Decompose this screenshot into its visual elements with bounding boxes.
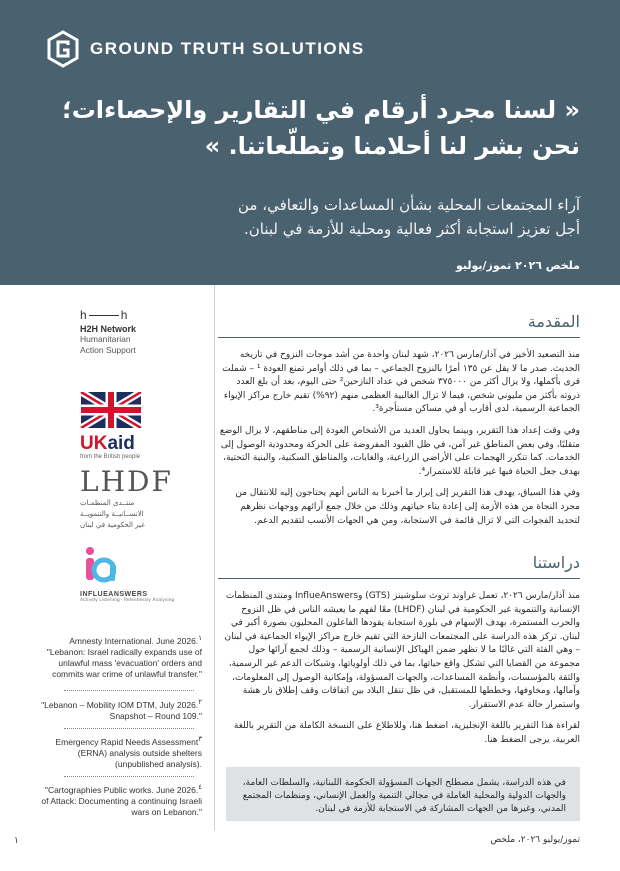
footnote-divider [64,690,194,691]
ukaid-wordmark [80,434,142,454]
footnote-text: "Lebanon – Mobility IOM DTM, July 2026.$^٢$ Snapshot – Round 109." [41,698,202,721]
footnote-text: Amnesty International. June 2026.$^١$ "Lebanon: Israel radically expands use of unlawful mass 'evacuation' orders and commits war crime of unlawful transfer." [46,634,202,679]
page-subtitle [35,193,580,241]
definition-note-box [226,767,580,821]
footnote-2 [22,697,202,722]
study-heading-text: دراستنا [532,553,580,572]
footnote-divider [64,728,194,729]
intro-paragraph-1: منذ التصعيد الأخير في آذار/مارس ٢٠٢٦، شهد لبنان واحدة من أشد موجات النزوح في تاريخه الحديث. صدر ما لا يقل عن ١٣٥ أمرًا بالنزوح الجماعي – بما في ذلك أوامر تمنع العودة ¹ – شملت قرى بأكملها، ولا يزال أكثر من ٣٧٥٠٠٠ شخص في عداد النازحين² حتى اليوم، بعد أن بلغ العدد ذروته بأكثر من مليوني شخص، فيما لا تزال الغالبية العظمى منهم (٩٢%) تقيم خارج مراكز الإيواء الجماعية الرسمية، لدى أقارب أو في مساكن مستأجرة³. [222,350,580,415]
brand-logo[interactable] [46,30,365,68]
ukaid-uk: UK [80,433,108,454]
intro-heading-text: المقدمة [527,312,580,331]
study-heading-rule [218,578,580,579]
h2h-mark [80,308,200,322]
footnote-divider [64,776,194,777]
h2h-name: H2H Network [80,324,137,334]
footnote-4 [22,782,202,818]
title-line-2: نحن بشر لنا أحلامنا وتطلّعاتنا. » [204,132,580,160]
footnote-text: "Cartographies Public works. June 2026.$^٤$ of Attack: Documenting a continuing Israeli wars on Lebanon." [41,783,202,817]
study-paragraph-2[interactable]: لقراءة هذا التقرير باللغة الإنجليزية، اضغط هنا، وللاطلاع على النسخة الكاملة من التقرير باللغة العربية، يرجى الضغط هنا. [233,721,580,745]
lhdf-sub-3: غير الحكومية في لبنان [80,521,145,529]
gts-hexagon-icon [46,30,80,68]
influeanswers-logo[interactable] [80,545,180,603]
influeanswers-mark-icon [80,545,116,585]
influeanswers-name: INFLUEANSWERS [80,591,148,598]
footnote-text: Emergency Rapid Needs Assessment$^٣$ (ERNA) analysis outside shelters (unpublished analysis). [55,735,202,769]
brand-name: GROUND TRUTH SOLUTIONS [90,39,365,58]
definition-note-text: في هذه الدراسة، يشمل مصطلح الجهات المسؤولة الحكومة اللبنانية، والسلطات العامة، والجهات الدولية والمحلية العاملة في مجالي التنمية والعمل الإنساني، ومنظمات المجتمع المدني، وغيرها من الجهات المشاركة في الاستجابة للأزمة في لبنان. [242,778,566,814]
lhdf-logo[interactable] [80,467,180,530]
footer-text: تموز/يوليو ٢٠٢٦، ملخص [490,835,580,845]
page-title [20,92,580,164]
lhdf-wordmark: LHDF [80,465,173,498]
h2h-mark-right: h [120,308,128,322]
intro-paragraph-2: وفي وقت إعداد هذا التقرير، وبينما يحاول العديد من الأشخاص العودة إلى مناطقهم، لا يزال الوضع متقلبًا، وفي بعض المناطق غير آمن، في ظل القيود المفروضة على الحركة ومحدودية الوصول إلى الخدمات. كما تتكرر الهجمات على الأراضي الزراعية، والغابات، والمناطق السكنية، والبنية التحتية، بهدف جعل الحياة فيها غير قابلة للاستمرار⁴. [219,425,580,477]
ukaid-logo[interactable] [80,392,142,460]
ukaid-aid: aid [107,433,135,454]
intro-heading-rule [218,337,580,338]
subtitle-line-2: أجل تعزيز استجابة أكثر فعالية ومحلية للأزمة في لبنان. [243,220,580,238]
study-heading [218,553,580,579]
h2h-sub-2: Action Support [80,345,136,355]
influeanswers-tagline: Actively Listening · Relentlessly Analysing [80,598,175,603]
report-date: ملخص ٢٠٢٦ تموز/يوليو [455,259,580,272]
title-line-1: « لسنا مجرد أرقام في التقارير والإحصاءات؛ [62,96,580,124]
intro-heading [218,312,580,338]
ukaid-tagline: from the British people [80,454,141,460]
lhdf-sub-1: منتــدى المنظمـات [80,499,135,507]
header-banner [0,0,620,285]
footnote-3 [22,734,202,770]
intro-paragraph-3: وفي هذا السياق، يهدف هذا التقرير إلى إبراز ما أخبرنا به الناس أنهم يحتاجون إليه للانتقال من مجرد النجاة من هذه الأزمة إلى إعادة بناء حياتهم وذلك من خلال جمع آرائهم ووجهات نظرهم لتحديد الفجوات التي لا تزال قائمة في الاستجابة، ومن هي الجهات الأنسب لتقديم الدعم. [235,488,580,526]
study-paragraph-1: منذ آذار/مارس ٢٠٢٦، تعمل غراوند تروث سلوشينز (GTS) وInflueAnswers ومنتدى المنظمات الإنسانية والتنموية غير الحكومية في لبنان (LHDF) معًا لفهم ما يعيشه الناس في ظل النزوح والحرب المستمرة، بهدف الإسهام في بلورة استجابة يقودها الفاعلون المحليون بصورة أكبر في لبنان. تركز هذه الدراسة على المجتمعات النازحة التي تقيم خارج مراكز الإيواء الجماعية في لبنان – وهي الفئة التي غالبًا ما لا تظهر ضمن الهياكل الإنسانية الرسمية – وذلك لجمع آرائها حول مجموعة من القضايا التي تشكل واقع حياتها، بما في ذلك أولوياتها، وشبكات الدعم غير الرسمية، والثقة بالمؤسسات، وأنظمة المساعدات، والجهات المسؤولة، وإمكانية الوصول إلى المعلومات، وآمالها، ومخاوفها، وخططها للمستقبل، في ظل تنقل البلاد بين اتفاقات وقف إطلاق نار هشة واستمرار حالة عدم الاستقرار. [224,591,580,710]
footnote-1 [22,633,202,680]
h2h-logo[interactable] [80,308,200,356]
page-number: ١ [14,836,19,846]
intro-body [218,349,580,528]
h2h-mark-left: h [80,308,87,322]
column-divider [214,285,215,830]
study-body [218,590,580,748]
h2h-sub-1: Humanitarian [80,334,131,344]
union-flag-icon [80,392,142,428]
lhdf-sub-2: الانســانيــة والتنمويــة [80,510,144,518]
subtitle-line-1: آراء المجتمعات المحلية بشأن المساعدات والتعافي، من [238,196,580,214]
